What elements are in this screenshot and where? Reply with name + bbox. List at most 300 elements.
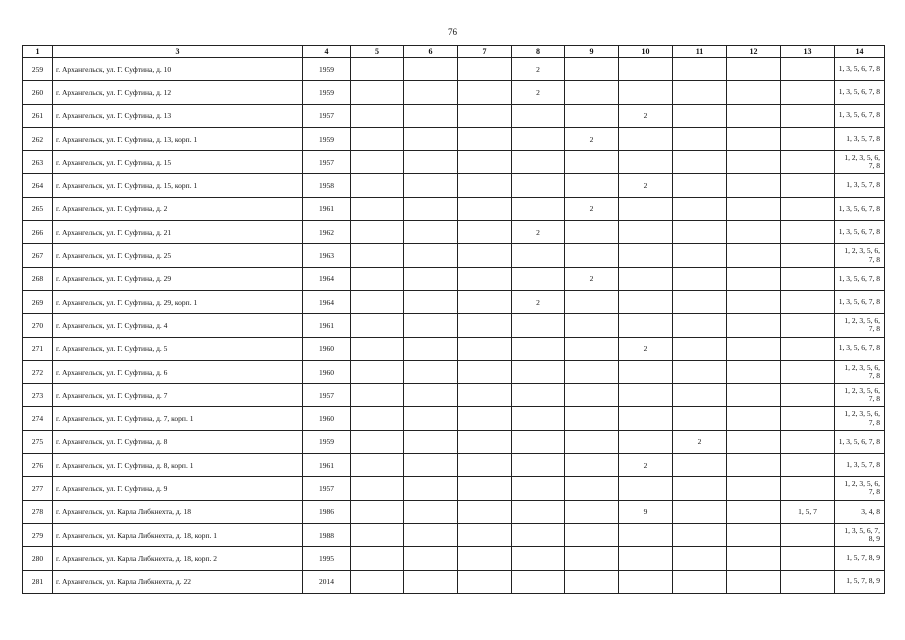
table-cell	[404, 454, 458, 477]
year-cell: 1962	[303, 221, 351, 244]
row-number-cell: 264	[23, 174, 53, 197]
table-cell	[351, 360, 404, 383]
codes-cell: 1, 3, 5, 6, 7, 8	[835, 337, 885, 360]
table-cell	[351, 290, 404, 313]
codes-cell: 1, 3, 5, 6, 7, 8	[835, 221, 885, 244]
table-cell: 1, 5, 7	[781, 500, 835, 523]
table-cell	[727, 151, 781, 174]
year-cell: 1959	[303, 81, 351, 104]
address-cell: г. Архангельск, ул. Г. Суфтина, д. 21	[53, 221, 303, 244]
column-header: 14	[835, 46, 885, 58]
table-cell	[404, 360, 458, 383]
row-number-cell: 265	[23, 197, 53, 220]
address-cell: г. Архангельск, ул. Карла Либкнехта, д. 18, корп. 1	[53, 523, 303, 546]
address-cell: г. Архангельск, ул. Г. Суфтина, д. 25	[53, 244, 303, 267]
table-cell	[512, 454, 565, 477]
table-row	[23, 221, 885, 244]
row-number-cell: 266	[23, 221, 53, 244]
table-cell	[781, 430, 835, 453]
year-cell: 1961	[303, 314, 351, 337]
table-cell	[727, 547, 781, 570]
table-cell: 2	[565, 267, 619, 290]
table-cell	[619, 384, 673, 407]
year-cell: 1964	[303, 267, 351, 290]
table-cell	[727, 221, 781, 244]
table-cell	[512, 104, 565, 127]
table-row	[23, 360, 885, 383]
column-header: 1	[23, 46, 53, 58]
year-cell: 1963	[303, 244, 351, 267]
table-cell	[565, 384, 619, 407]
table-cell: 2	[512, 221, 565, 244]
codes-cell: 1, 3, 5, 6, 7, 8	[835, 267, 885, 290]
table-row	[23, 337, 885, 360]
year-cell: 1958	[303, 174, 351, 197]
table-cell	[727, 174, 781, 197]
table-cell	[565, 314, 619, 337]
table-row	[23, 430, 885, 453]
column-header: 6	[404, 46, 458, 58]
table-cell	[351, 151, 404, 174]
table-cell	[673, 290, 727, 313]
year-cell: 1959	[303, 58, 351, 81]
table-cell	[512, 570, 565, 593]
table-cell	[727, 430, 781, 453]
address-cell: г. Архангельск, ул. Г. Суфтина, д. 7, корп. 1	[53, 407, 303, 430]
table-cell	[673, 477, 727, 500]
address-cell: г. Архангельск, ул. Г. Суфтина, д. 10	[53, 58, 303, 81]
table-row	[23, 547, 885, 570]
table-cell	[404, 127, 458, 150]
table-cell: 2	[512, 58, 565, 81]
table-cell	[619, 290, 673, 313]
address-cell: г. Архангельск, ул. Г. Суфтина, д. 8	[53, 430, 303, 453]
header-row	[23, 46, 885, 58]
table-cell: 2	[565, 127, 619, 150]
year-cell: 1959	[303, 127, 351, 150]
table-cell	[512, 384, 565, 407]
row-number-cell: 274	[23, 407, 53, 430]
row-number-cell: 267	[23, 244, 53, 267]
table-cell	[727, 197, 781, 220]
table-cell	[458, 221, 512, 244]
address-cell: г. Архангельск, ул. Г. Суфтина, д. 2	[53, 197, 303, 220]
table-cell	[673, 127, 727, 150]
codes-cell: 1, 5, 7, 8, 9	[835, 547, 885, 570]
table-cell	[351, 547, 404, 570]
table-cell	[727, 267, 781, 290]
codes-cell: 1, 3, 5, 6, 7, 8	[835, 197, 885, 220]
table-cell	[781, 151, 835, 174]
codes-cell: 1, 3, 5, 6, 7, 8	[835, 58, 885, 81]
table-cell	[404, 384, 458, 407]
row-number-cell: 281	[23, 570, 53, 593]
table-cell	[781, 174, 835, 197]
year-cell: 1960	[303, 337, 351, 360]
table-row	[23, 384, 885, 407]
address-cell: г. Архангельск, ул. Г. Суфтина, д. 13, корп. 1	[53, 127, 303, 150]
year-cell: 1961	[303, 454, 351, 477]
table-cell	[781, 570, 835, 593]
table-cell	[781, 360, 835, 383]
row-number-cell: 273	[23, 384, 53, 407]
address-cell: г. Архангельск, ул. Г. Суфтина, д. 29, корп. 1	[53, 290, 303, 313]
column-header: 4	[303, 46, 351, 58]
row-number-cell: 272	[23, 360, 53, 383]
table-cell	[458, 500, 512, 523]
table-cell	[619, 127, 673, 150]
table-cell	[458, 570, 512, 593]
codes-cell: 1, 2, 3, 5, 6, 7, 8	[835, 384, 885, 407]
address-cell: г. Архангельск, ул. Г. Суфтина, д. 6	[53, 360, 303, 383]
table-row	[23, 81, 885, 104]
table-cell	[781, 407, 835, 430]
table-cell	[673, 267, 727, 290]
year-cell: 1957	[303, 384, 351, 407]
table-cell	[512, 314, 565, 337]
table-cell	[673, 221, 727, 244]
table-cell	[619, 197, 673, 220]
table-row	[23, 500, 885, 523]
table-cell	[512, 360, 565, 383]
table-row	[23, 454, 885, 477]
table-cell	[404, 244, 458, 267]
row-number-cell: 271	[23, 337, 53, 360]
table-cell: 2	[619, 174, 673, 197]
table-cell	[512, 430, 565, 453]
table-cell	[458, 523, 512, 546]
table-cell	[351, 267, 404, 290]
column-header: 5	[351, 46, 404, 58]
address-cell: г. Архангельск, ул. Карла Либкнехта, д. 18, корп. 2	[53, 547, 303, 570]
table-cell	[565, 174, 619, 197]
table-cell	[673, 104, 727, 127]
table-cell	[619, 570, 673, 593]
table-cell	[673, 360, 727, 383]
codes-cell: 3, 4, 8	[835, 500, 885, 523]
table-cell	[404, 174, 458, 197]
table-cell: 2	[565, 197, 619, 220]
table-cell: 2	[673, 430, 727, 453]
table-cell	[619, 360, 673, 383]
table-cell	[565, 547, 619, 570]
row-number-cell: 261	[23, 104, 53, 127]
table-row	[23, 314, 885, 337]
column-header: 11	[673, 46, 727, 58]
table-cell	[673, 174, 727, 197]
table-cell	[619, 430, 673, 453]
table-cell	[673, 547, 727, 570]
table-cell	[619, 221, 673, 244]
table-row	[23, 244, 885, 267]
table-cell	[404, 570, 458, 593]
table-cell	[727, 244, 781, 267]
address-cell: г. Архангельск, ул. Г. Суфтина, д. 7	[53, 384, 303, 407]
table-cell	[351, 244, 404, 267]
table-cell	[619, 151, 673, 174]
table-cell	[458, 477, 512, 500]
table-cell	[727, 58, 781, 81]
table-cell	[727, 337, 781, 360]
table-row	[23, 267, 885, 290]
table-cell: 2	[619, 337, 673, 360]
year-cell: 1960	[303, 360, 351, 383]
table-cell	[619, 81, 673, 104]
table-cell	[565, 523, 619, 546]
year-cell: 1959	[303, 430, 351, 453]
table-cell	[404, 500, 458, 523]
table-cell	[404, 151, 458, 174]
codes-cell: 1, 2, 3, 5, 6, 7, 8	[835, 477, 885, 500]
row-number-cell: 268	[23, 267, 53, 290]
year-cell: 1964	[303, 290, 351, 313]
address-cell: г. Архангельск, ул. Г. Суфтина, д. 8, корп. 1	[53, 454, 303, 477]
table-cell	[458, 337, 512, 360]
codes-cell: 1, 2, 3, 5, 6, 7, 8	[835, 314, 885, 337]
table-cell	[565, 477, 619, 500]
table-cell: 9	[619, 500, 673, 523]
table-cell	[781, 314, 835, 337]
address-cell: г. Архангельск, ул. Г. Суфтина, д. 4	[53, 314, 303, 337]
table-cell	[727, 360, 781, 383]
table-cell	[512, 337, 565, 360]
table-cell	[673, 197, 727, 220]
table-cell	[458, 360, 512, 383]
table-cell	[458, 244, 512, 267]
table-cell	[781, 337, 835, 360]
row-number-cell: 278	[23, 500, 53, 523]
table-cell	[727, 570, 781, 593]
table-cell	[781, 384, 835, 407]
row-number-cell: 275	[23, 430, 53, 453]
housing-table	[22, 45, 885, 594]
table-cell	[404, 337, 458, 360]
table-cell	[673, 407, 727, 430]
codes-cell: 1, 2, 3, 5, 6, 7, 8	[835, 244, 885, 267]
table-cell	[351, 407, 404, 430]
codes-cell: 1, 3, 5, 6, 7, 8	[835, 104, 885, 127]
table-cell	[673, 151, 727, 174]
table-cell	[458, 547, 512, 570]
address-cell: г. Архангельск, ул. Г. Суфтина, д. 12	[53, 81, 303, 104]
row-number-cell: 262	[23, 127, 53, 150]
table-cell	[565, 221, 619, 244]
table-cell	[404, 197, 458, 220]
year-cell: 1957	[303, 151, 351, 174]
table-cell	[351, 384, 404, 407]
table-cell	[781, 81, 835, 104]
table-cell	[727, 81, 781, 104]
table-cell	[727, 454, 781, 477]
table-body	[23, 58, 885, 594]
table-row	[23, 58, 885, 81]
table-cell	[404, 290, 458, 313]
table-cell	[512, 197, 565, 220]
table-cell	[781, 58, 835, 81]
table-cell	[565, 104, 619, 127]
table-cell	[404, 477, 458, 500]
codes-cell: 1, 2, 3, 5, 6, 7, 8	[835, 151, 885, 174]
table-row	[23, 477, 885, 500]
table-cell: 2	[619, 454, 673, 477]
table-cell	[512, 127, 565, 150]
address-cell: г. Архангельск, ул. Г. Суфтина, д. 15, корп. 1	[53, 174, 303, 197]
table-cell	[351, 454, 404, 477]
table-cell	[404, 523, 458, 546]
table-cell	[619, 267, 673, 290]
table-cell	[512, 523, 565, 546]
table-cell	[458, 407, 512, 430]
table-cell	[781, 244, 835, 267]
table-cell	[404, 314, 458, 337]
table-cell	[673, 337, 727, 360]
table-cell	[565, 58, 619, 81]
codes-cell: 1, 3, 5, 7, 8	[835, 454, 885, 477]
table-cell	[458, 290, 512, 313]
table-cell	[512, 151, 565, 174]
address-cell: г. Архангельск, ул. Г. Суфтина, д. 29	[53, 267, 303, 290]
table-cell	[351, 337, 404, 360]
table-cell	[565, 570, 619, 593]
table-cell	[404, 58, 458, 81]
table-cell	[565, 81, 619, 104]
year-cell: 1957	[303, 104, 351, 127]
table-cell	[781, 197, 835, 220]
year-cell: 2014	[303, 570, 351, 593]
year-cell: 1986	[303, 500, 351, 523]
table-cell	[781, 127, 835, 150]
table-cell	[351, 58, 404, 81]
table-cell	[727, 384, 781, 407]
table-cell	[673, 81, 727, 104]
table-cell	[619, 407, 673, 430]
table-cell	[565, 290, 619, 313]
codes-cell: 1, 2, 3, 5, 6, 7, 8	[835, 360, 885, 383]
year-cell: 1995	[303, 547, 351, 570]
row-number-cell: 280	[23, 547, 53, 570]
table-cell	[727, 127, 781, 150]
table-row	[23, 127, 885, 150]
table-cell	[458, 174, 512, 197]
table-cell	[781, 290, 835, 313]
address-cell: г. Архангельск, ул. Г. Суфтина, д. 5	[53, 337, 303, 360]
codes-cell: 1, 3, 5, 7, 8	[835, 174, 885, 197]
table-cell	[512, 547, 565, 570]
table-cell	[458, 197, 512, 220]
table-cell	[512, 477, 565, 500]
column-header: 9	[565, 46, 619, 58]
table-cell	[351, 197, 404, 220]
table-cell	[458, 127, 512, 150]
table-cell	[727, 314, 781, 337]
table-row	[23, 104, 885, 127]
table-cell	[458, 58, 512, 81]
table-cell	[404, 547, 458, 570]
table-cell	[351, 221, 404, 244]
table-cell	[404, 104, 458, 127]
table-cell	[351, 104, 404, 127]
column-header: 10	[619, 46, 673, 58]
table-cell	[781, 454, 835, 477]
year-cell: 1960	[303, 407, 351, 430]
row-number-cell: 279	[23, 523, 53, 546]
table-cell	[404, 407, 458, 430]
table-cell	[565, 454, 619, 477]
column-header: 3	[53, 46, 303, 58]
table-cell	[673, 454, 727, 477]
table-row	[23, 570, 885, 593]
row-number-cell: 269	[23, 290, 53, 313]
codes-cell: 1, 3, 5, 6, 7, 8, 9	[835, 523, 885, 546]
table-cell	[351, 127, 404, 150]
codes-cell: 1, 2, 3, 5, 6, 7, 8	[835, 407, 885, 430]
table-cell	[512, 407, 565, 430]
table-cell	[619, 244, 673, 267]
row-number-cell: 259	[23, 58, 53, 81]
year-cell: 1961	[303, 197, 351, 220]
table-cell	[351, 477, 404, 500]
table-cell	[727, 500, 781, 523]
year-cell: 1988	[303, 523, 351, 546]
table-cell	[458, 267, 512, 290]
table-cell	[781, 523, 835, 546]
table-cell	[512, 267, 565, 290]
table-row	[23, 523, 885, 546]
table-cell	[781, 477, 835, 500]
table-cell	[781, 104, 835, 127]
row-number-cell: 263	[23, 151, 53, 174]
table-cell	[727, 477, 781, 500]
address-cell: г. Архангельск, ул. Г. Суфтина, д. 13	[53, 104, 303, 127]
table-cell	[565, 244, 619, 267]
address-cell: г. Архангельск, ул. Карла Либкнехта, д. 22	[53, 570, 303, 593]
table-cell	[351, 314, 404, 337]
table-row	[23, 151, 885, 174]
table-cell	[565, 500, 619, 523]
year-cell: 1957	[303, 477, 351, 500]
table-cell	[673, 314, 727, 337]
table-cell	[727, 290, 781, 313]
table-cell	[404, 430, 458, 453]
table-cell	[351, 523, 404, 546]
codes-cell: 1, 3, 5, 6, 7, 8	[835, 290, 885, 313]
table-cell	[781, 267, 835, 290]
row-number-cell: 260	[23, 81, 53, 104]
table-cell	[404, 267, 458, 290]
table-cell	[565, 337, 619, 360]
table-cell	[619, 523, 673, 546]
table-cell	[565, 430, 619, 453]
codes-cell: 1, 3, 5, 7, 8	[835, 127, 885, 150]
table-row	[23, 197, 885, 220]
address-cell: г. Архангельск, ул. Г. Суфтина, д. 9	[53, 477, 303, 500]
table-cell	[673, 570, 727, 593]
table-cell	[673, 523, 727, 546]
table-cell	[619, 314, 673, 337]
page-number: 76	[448, 27, 457, 37]
table-cell	[458, 314, 512, 337]
table-cell	[619, 58, 673, 81]
table-cell: 2	[619, 104, 673, 127]
table-cell	[458, 430, 512, 453]
table-cell	[404, 81, 458, 104]
address-cell: г. Архангельск, ул. Карла Либкнехта, д. 18	[53, 500, 303, 523]
table-cell	[565, 151, 619, 174]
column-header: 13	[781, 46, 835, 58]
table-row	[23, 407, 885, 430]
table-cell	[512, 174, 565, 197]
table-row	[23, 174, 885, 197]
